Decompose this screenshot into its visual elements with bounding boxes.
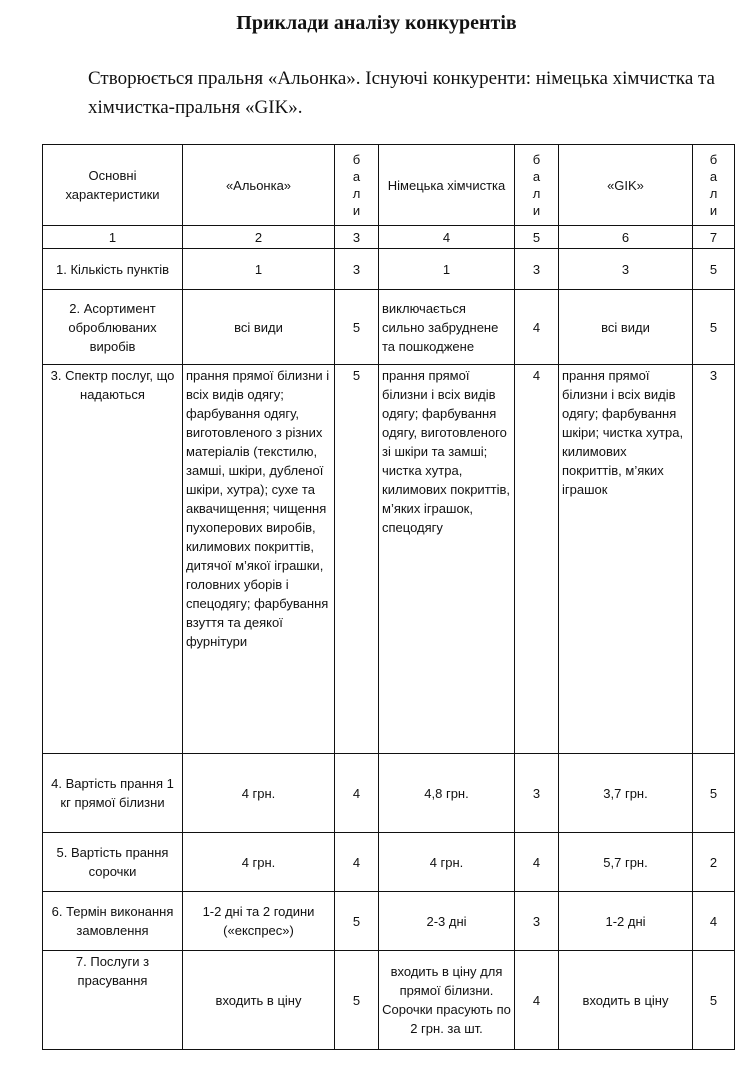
gik-points: 3 [693,365,735,754]
alonka-value: 1-2 дні та 2 години («експрес») [183,892,335,951]
gik-value: входить в ціну [559,951,693,1050]
header-row [43,145,735,226]
german-value: 1 [379,249,515,290]
alonka-value: всі види [183,290,335,365]
criterion-cell: 1. Кількість пунктів [43,249,183,290]
column-number-row [43,226,735,249]
gik-value: 3,7 грн. [559,754,693,833]
header-points-3: б а л и [693,145,735,226]
criterion-cell: 2. Асортимент оброблюваних виробів [43,290,183,365]
alonka-value: 1 [183,249,335,290]
gik-value: всі види [559,290,693,365]
competitor-table [42,144,735,1050]
criterion-cell: 4. Вартість прання 1 кг прямої білизни [43,754,183,833]
gik-points: 2 [693,833,735,892]
german-points: 4 [515,833,559,892]
alonka-value: прання прямої білизни і всіх видів одягу; фарбування одягу, виготовленого з різних матеріалів (текстилю, замші, шкіри, дубленої шкіри, хутра); сухе та аквачищення; чищення пухоперових виробів, килимових покриттів, дитячої м’якої іграшки, головних уборів і спецодягу; фарбування взуття та деякої фурнітури [183,365,335,754]
german-points: 3 [515,249,559,290]
alonka-points: 5 [335,365,379,754]
gik-value: 5,7 грн. [559,833,693,892]
alonka-value: входить в ціну [183,951,335,1050]
column-number: 6 [559,226,693,249]
alonka-value: 4 грн. [183,833,335,892]
header-criteria: Основні характеристики [43,145,183,226]
gik-points: 4 [693,892,735,951]
german-value: виключається сильно забруднене та пошкоджене [379,290,515,365]
german-points: 3 [515,892,559,951]
header-alonka: «Альонка» [183,145,335,226]
table-row [43,833,735,892]
table-row [43,365,735,754]
column-number: 3 [335,226,379,249]
column-number: 2 [183,226,335,249]
alonka-points: 5 [335,892,379,951]
criterion-cell: 6. Термін виконання замовлення [43,892,183,951]
german-points: 4 [515,365,559,754]
column-number: 7 [693,226,735,249]
table-row [43,951,735,1050]
table-row [43,892,735,951]
gik-value: 1-2 дні [559,892,693,951]
gik-points: 5 [693,290,735,365]
gik-points: 5 [693,754,735,833]
intro-paragraph: Створюється пральня «Альонка». Існуючі конкуренти: німецька хімчистка та хімчистка-пральня «GIK». [88,68,715,118]
gik-value: 3 [559,249,693,290]
column-number: 5 [515,226,559,249]
column-number: 1 [43,226,183,249]
german-value: прання прямої білизни і всіх видів одягу; фарбування одягу, виготовленого зі шкіри та замші; чистка хутра, килимових покриттів, м’яких іграшок, спецодягу [379,365,515,754]
alonka-points: 4 [335,754,379,833]
column-number: 4 [379,226,515,249]
page-title: Приклади аналізу конкурентів [236,12,517,34]
alonka-points: 3 [335,249,379,290]
german-value: 4 грн. [379,833,515,892]
criterion-cell: 3. Спектр послуг, що надаються [43,365,183,754]
criterion-cell: 5. Вартість прання сорочки [43,833,183,892]
alonka-value: 4 грн. [183,754,335,833]
table-row [43,249,735,290]
table-row [43,290,735,365]
alonka-points: 4 [335,833,379,892]
gik-points: 5 [693,249,735,290]
header-gik: «GIK» [559,145,693,226]
german-points: 4 [515,951,559,1050]
criterion-cell: 7. Послуги з прасування [43,951,183,1050]
german-points: 3 [515,754,559,833]
german-value: входить в ціну для прямої білизни. Сорочки прасують по 2 грн. за шт. [379,951,515,1050]
german-points: 4 [515,290,559,365]
alonka-points: 5 [335,290,379,365]
header-points-1: б а л и [335,145,379,226]
german-value: 4,8 грн. [379,754,515,833]
header-points-2: б а л и [515,145,559,226]
gik-value: прання прямої білизни і всіх видів одягу; фарбування шкіри; чистка хутра, килимових покриттів, м’яких іграшок [559,365,693,754]
table-row [43,754,735,833]
alonka-points: 5 [335,951,379,1050]
header-german-drycleaner: Німецька хімчистка [379,145,515,226]
gik-points: 5 [693,951,735,1050]
german-value: 2-3 дні [379,892,515,951]
